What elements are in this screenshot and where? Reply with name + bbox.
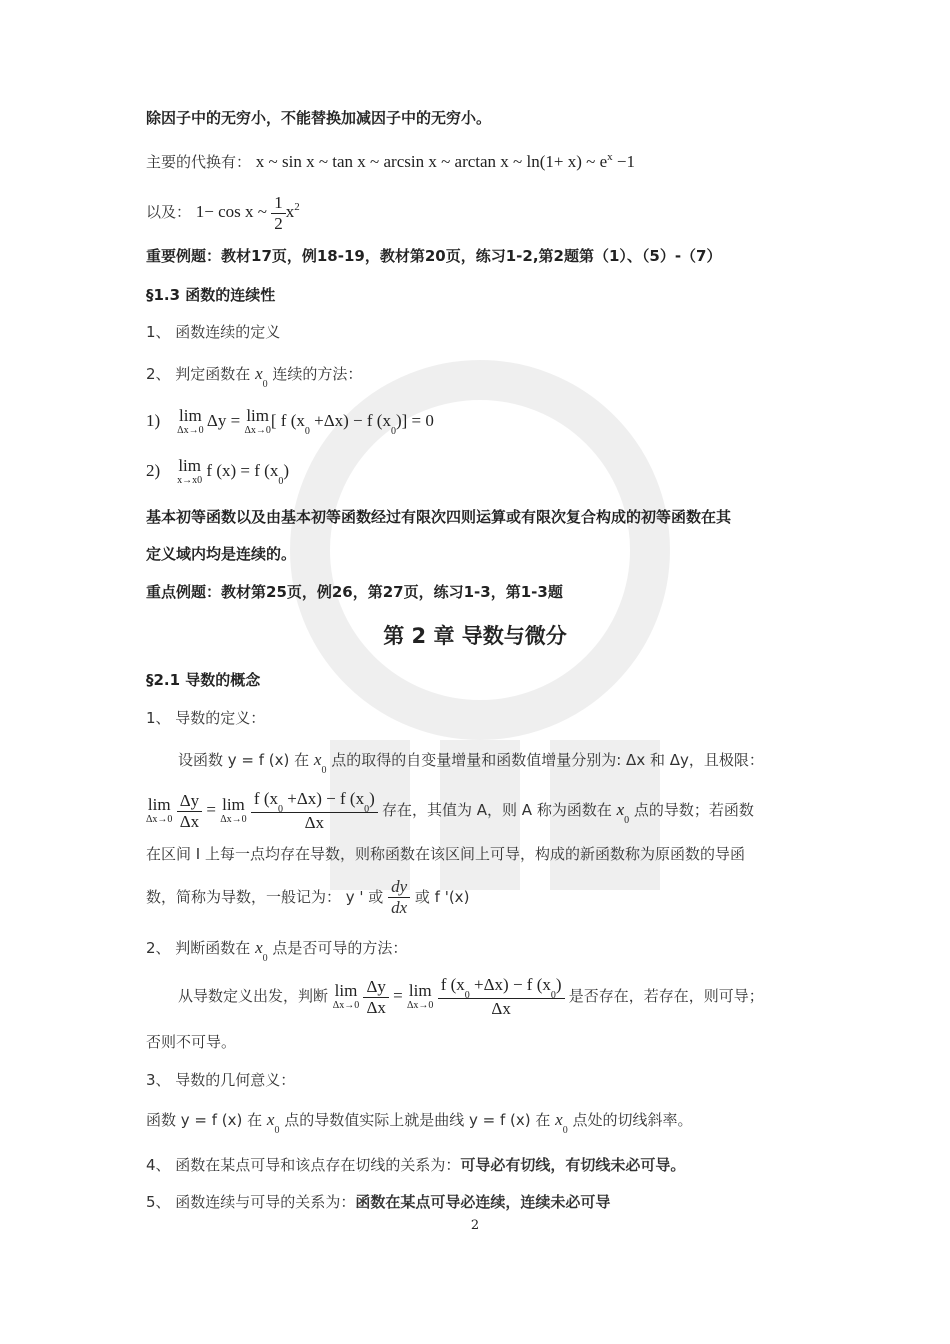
list-item: 3、 导数的几何意义： xyxy=(146,1071,296,1089)
chapter-title: 第 2 章 导数与微分 xyxy=(383,624,567,648)
list-item: 5、 函数连续与可导的关系为：函数在某点可导必连续，连续未必可导 xyxy=(146,1193,611,1211)
label: 主要的代换有： xyxy=(146,153,252,171)
paragraph: 在区间 I 上每一点均存在导数，则称函数在该区间上可导，构成的新函数称为原函数的导函 xyxy=(146,845,745,863)
paragraph: 定义域内均是连续的。 xyxy=(146,545,297,563)
math-expression: 1− cos x ~ $\frac{1}{2}$ $x^2$ xyxy=(195,192,300,233)
list-item: 1、 函数连续的定义 xyxy=(146,323,281,341)
list-item: 2、 判断函数在 $x_0$ 点是否可导的方法： xyxy=(146,938,408,964)
section-heading: §2.1 导数的概念 xyxy=(146,671,261,689)
paragraph: 否则不可导。 xyxy=(146,1033,237,1051)
text-line: 除因子中的无穷小，不能替换加减因子中的无穷小。 xyxy=(146,109,492,127)
list-item: 4、 函数在某点可导和该点存在切线的关系为：可导必有切线，有切线未必可导。 xyxy=(146,1156,686,1174)
substitution-line xyxy=(146,152,635,174)
formula-1: 1) lim Δx→0 Δy = lim Δx→0 [ f $(x_0 +\Delta x) - f$ $(x_0)] = 0$ xyxy=(146,406,434,437)
formula-2: 2) lim x→x0 f (x) = f $(x_0)$ xyxy=(146,456,289,487)
definition-line: 设函数 y = f (x) 在 $x_0$ 点的取得的自变量增量和函数值增量分别为: Δx 和 Δy，且极限： xyxy=(178,750,764,776)
geometry-line: 函数 y = f (x) 在 $x_0$ 点的导数值实际上就是曲线 y = f (x) 在 $x_0$ 点处的切线斜率。 xyxy=(146,1110,693,1136)
example-note: 重点例题：教材第25页，例26，第27页，练习1-3，第1-3题 xyxy=(146,583,563,601)
differentiability-test: 从导数定义出发，判断 lim Δx→0 $\frac{\Delta y}{\Delta x}$ = lim Δx→0 $\frac{f (x_0 +\Delta x) - f (x_0)}{\Delta x}$ 是否存在，若存在，则可导； xyxy=(178,975,764,1019)
label: 以及： xyxy=(146,203,192,221)
derivative-definition: lim Δx→0 $\frac{\Delta y}{\Delta x}$ = lim Δx→0 $\frac{f (x_0 +\Delta x) - f (x_0)}{\Delta x}$ 存在，其值为 A，则 A 称为函数在 $x_0$ 点的导数；若函数 xyxy=(146,789,754,833)
cos-line xyxy=(146,192,300,234)
list-item: 1、 导数的定义： xyxy=(146,709,266,727)
paragraph: 基本初等函数以及由基本初等函数经过有限次四则运算或有限次复合构成的初等函数在其 xyxy=(146,508,732,526)
math-expression: x ~ sin x ~ tan x ~ arcsin x ~ arctan x ~ ln(1+ x) ~ $e^x -1$ xyxy=(255,151,635,171)
page-number: 2 xyxy=(470,1218,480,1233)
list-item: 2、 判定函数在 $x_0$ 连续的方法： xyxy=(146,364,363,390)
example-note: 重要例题：教材17页，例18-19，教材第20页，练习1-2,第2题第（1）、（5）-（7） xyxy=(146,247,722,265)
notation-line: 数，简称为导数，一般记为： y ' 或 $\frac{dy}{dx}$ 或 f '(x) xyxy=(146,877,470,917)
section-heading: §1.3 函数的连续性 xyxy=(146,286,276,304)
